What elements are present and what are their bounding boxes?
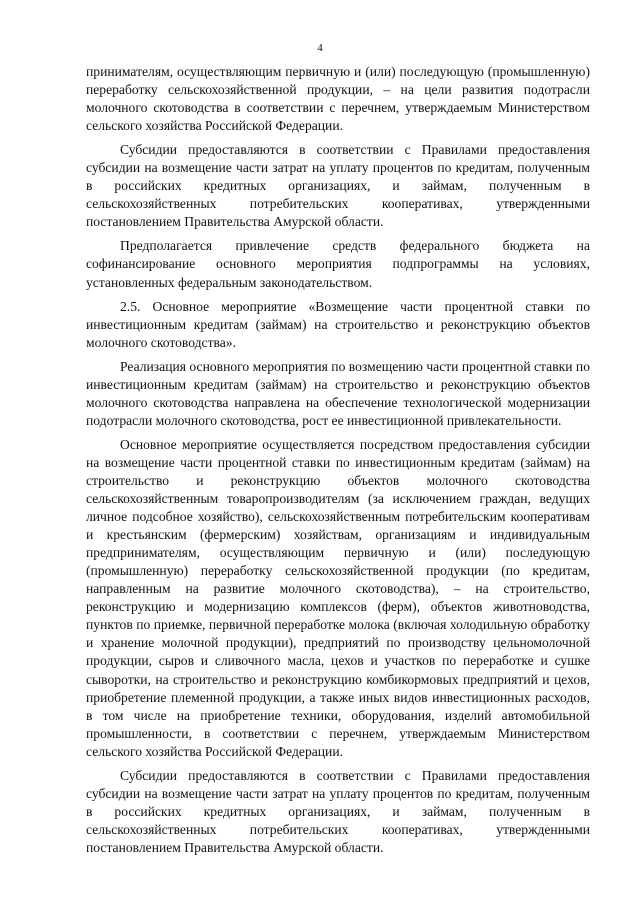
paragraph-main-measure-details: Основное мероприятие осуществляется посредством предоставления субсидии на возмещение части процентной ставки по инвестиционным кредитам (займам) на строительство и реконструкцию объектов молочного скотоводства сельскохозяйственным товаропроизводителям (за исключением граждан, ведущих личное подсобное хозяйство), сельскохозяйственным потребительским кооперативам и крестьянским (фермерским) хозяйствам, организациям и индивидуальным предпринимателям, осуществляющим первичную и (или) последующую (промышленную) переработку сельскохозяйственной продукции (по кредитам, направленным на развитие молочного скотоводства), – на строительство, реконструкцию и модернизацию комплексов (ферм), объектов животноводства, пунктов по приемке, первичной переработке молока (включая холодильную обработку и хранение молочной продукции), предприятий по производству цельномолочной продукции, сыров и сливочного масла, цехов и участков по переработке и сушке сыворотки, на строительство и реконструкцию комбикормовых предприятий и цехов, приобретение племенной продукции, а также иных видов инвестиционных расходов, в том числе на приобретение техники, оборудования, изделий автомобильной промышленности, в соответствии с перечнем, утверждаемым Министерством сельского хозяйства Российской Федерации. <box>86 436 590 759</box>
document-body <box>86 63 590 863</box>
paragraph-implementation-goal: Реализация основного мероприятия по возмещению части процентной ставки по инвестиционным кредитам (займам) на строительство и реконструкцию объектов молочного скотоводства направлена на обеспечение технологической модернизации подотрасли молочного скотоводства, рост ее инвестиционной привлекательности. <box>86 358 590 428</box>
paragraph-continuation: принимателям, осуществляющим первичную и (или) последующую (промышленную) переработку сельскохозяйственной продукции, – на цели развития подотрасли молочного скотоводства в соответствии с перечнем, утверждаемым Министерством сельского хозяйства Российской Федерации. <box>86 64 590 134</box>
paragraph-section-2-5-heading: 2.5. Основное мероприятие «Возмещение части процентной ставки по инвестиционным кредитам (займам) на строительство и реконструкцию объектов молочного скотоводства». <box>86 298 590 350</box>
paragraph-federal-cofinancing: Предполагается привлечение средств федерального бюджета на софинансирование основного мероприятия подпрограммы на условиях, установленных федеральным законодательством. <box>86 238 590 290</box>
page-number: 4 <box>317 42 323 54</box>
paragraph-subsidy-rules-2: Субсидии предоставляются в соответствии с Правилами предоставления субсидии на возмещение части затрат на уплату процентов по кредитам, полученным в российских кредитных организациях, и займам, полученным в сельскохозяйственных потребительских кооперативах, утвержденными постановлением Правительства Амурской области. <box>86 767 590 855</box>
paragraph-subsidy-rules-1: Субсидии предоставляются в соответствии с Правилами предоставления субсидии на возмещение части затрат на уплату процентов по кредитам, полученным в российских кредитных организациях, и займам, полученным в сельскохозяйственных потребительских кооперативах, утвержденными постановлением Правительства Амурской области. <box>86 142 590 230</box>
